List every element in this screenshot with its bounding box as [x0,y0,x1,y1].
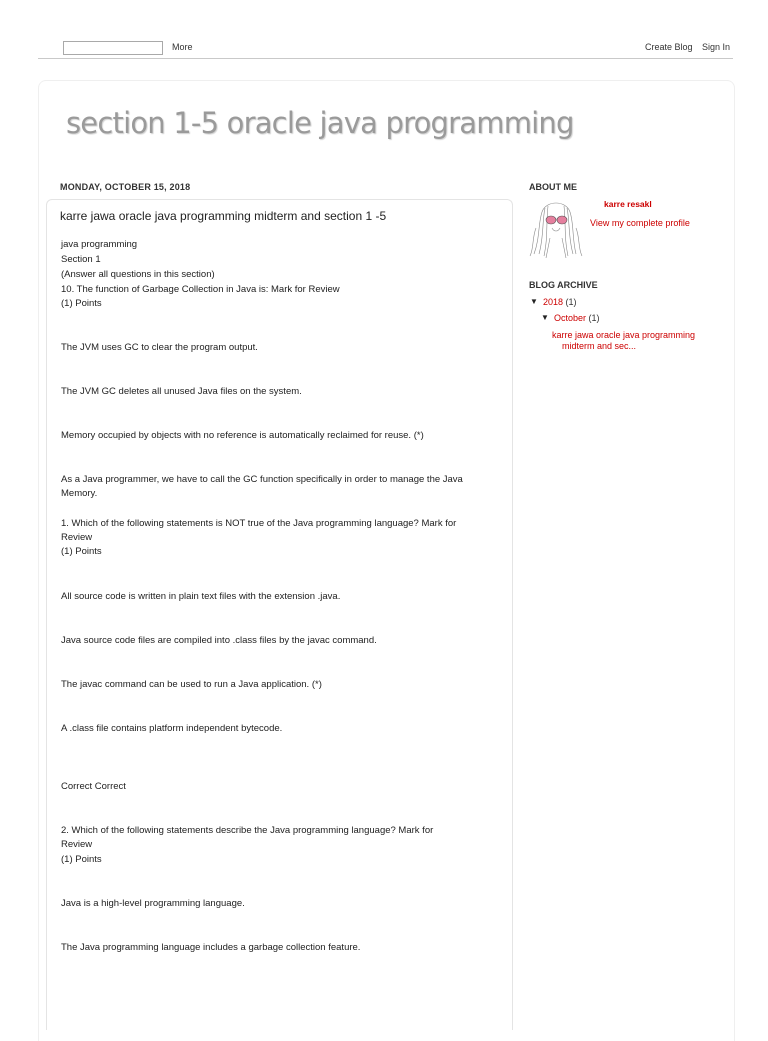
post-line: 1. Which of the following statements is NOT true of the Java programming language? Mark for [61,518,457,529]
answer-option: All source code is written in plain text files with the extension .java. [61,591,341,602]
archive-month-count: (1) [588,313,600,323]
navbar [38,38,733,59]
archive-year-count: (1) [565,297,577,307]
answer-option: The javac command can be used to run a Java application. (*) [61,679,322,690]
post-line: Correct Correct [61,781,126,792]
post-line: (1) Points [61,546,102,557]
avatar[interactable] [528,198,584,258]
post-line: (1) Points [61,298,102,309]
create-blog-link[interactable]: Create Blog [645,42,693,52]
post-line: Review [61,532,93,543]
answer-option: The Java programming language includes a garbage collection feature. [61,942,361,953]
answer-option: Java source code files are compiled into .class files by the javac command. [61,635,377,646]
about-me-heading: ABOUT ME [529,182,577,192]
post-line: 2. Which of the following statements describe the Java programming language? Mark for [61,825,434,836]
sign-in-link[interactable]: Sign In [702,42,731,52]
post-line: (1) Points [61,854,102,865]
answer-option: As a Java programmer, we have to call the GC function specifically in order to manage the Java [61,474,463,485]
archive-year-link[interactable]: 2018 [543,297,564,307]
post-title[interactable]: karre jawa oracle java programming midterm and section 1 -5 [60,209,387,223]
more-link[interactable]: More [172,42,193,52]
post-line: Section 1 [61,254,101,265]
collapse-toggle-icon[interactable]: ▼ [530,297,538,306]
archive-month[interactable] [554,313,600,323]
archive-year[interactable] [543,297,577,307]
archive-post-link[interactable]: karre jawa oracle java programming midterm and sec... [552,330,696,351]
collapse-toggle-icon[interactable]: ▼ [541,313,549,322]
post-line: 10. The function of Garbage Collection in Java is: Mark for Review [61,284,340,295]
post-line: java programming [61,239,138,250]
answer-option: Memory. [61,488,98,499]
answer-option: The JVM GC deletes all unused Java files on the system. [61,386,302,397]
date-header: MONDAY, OCTOBER 15, 2018 [60,182,191,192]
profile-name[interactable]: karre resakl [604,199,652,209]
archive-month-link[interactable]: October [554,313,587,323]
answer-option: Memory occupied by objects with no reference is automatically reclaimed for reuse. (*) [61,430,424,441]
blog-title[interactable]: section 1-5 oracle java programming [66,106,574,140]
answer-option: A .class file contains platform independent bytecode. [61,723,283,734]
answer-option: The JVM uses GC to clear the program output. [61,342,258,353]
view-profile-link[interactable]: View my complete profile [590,218,690,228]
search-input[interactable] [63,41,163,55]
blog-archive-heading: BLOG ARCHIVE [529,280,598,290]
post-line: (Answer all questions in this section) [61,269,215,280]
post-line: Review [61,839,93,850]
answer-option: Java is a high-level programming language. [61,898,245,909]
